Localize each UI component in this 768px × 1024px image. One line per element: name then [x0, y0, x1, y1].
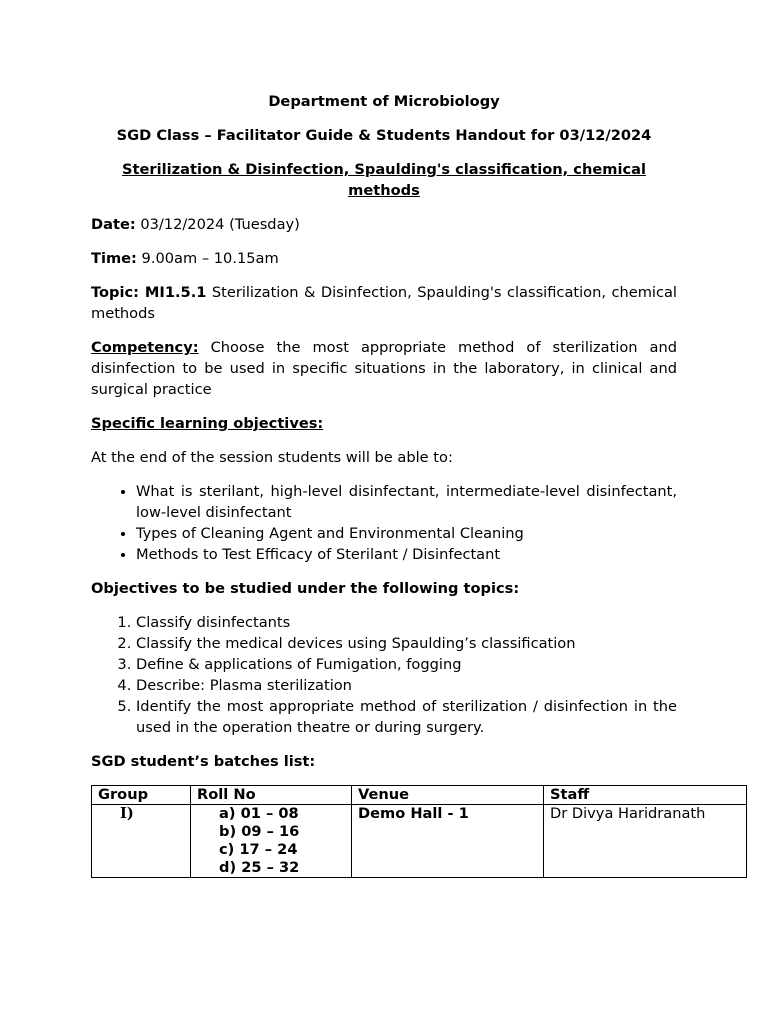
competency-value: Choose the most appropriate method of sterilization and disinfection to be used in specific situations in the laboratory, in clinical and surgical practice	[91, 339, 677, 398]
time-value: 9.00am – 10.15am	[136, 250, 279, 267]
list-item: 1. Classify disinfectants	[136, 612, 677, 633]
objectives-heading	[91, 413, 677, 434]
topic-line	[91, 282, 677, 324]
batches-table	[91, 785, 747, 878]
batches-heading	[91, 751, 677, 772]
staff-cell: Dr Divya Haridranath	[544, 805, 747, 878]
roll-range: a) 01 – 08	[219, 805, 299, 822]
list-item: • Methods to Test Efficacy of Sterilant / Disinfectant	[136, 544, 677, 565]
column-header-roll: Roll No	[191, 786, 352, 805]
class-title: SGD Class – Facilitator Guide & Students Handout for 03/12/2024	[116, 127, 652, 144]
time-line	[91, 248, 677, 269]
roll-range: b) 09 – 16	[219, 823, 300, 840]
topic-title: Sterilization & Disinfection, Spaulding's classification, chemical methods	[122, 161, 646, 199]
table-row	[92, 805, 747, 878]
list-item: • Types of Cleaning Agent and Environmental Cleaning	[136, 523, 677, 544]
topics-heading-text: Objectives to be studied under the following topics:	[91, 580, 520, 597]
list-item: 3. Define & applications of Fumigation, fogging	[136, 654, 677, 675]
group-cell: I)	[92, 805, 191, 878]
topic-label: Topic: MI1.5.1	[91, 284, 207, 301]
column-header-venue: Venue	[352, 786, 544, 805]
column-header-group: Group	[92, 786, 191, 805]
table-header-row	[92, 786, 747, 805]
topics-list	[91, 612, 677, 738]
objectives-list	[91, 481, 677, 565]
column-header-staff: Staff	[544, 786, 747, 805]
competency-line	[91, 337, 677, 400]
objectives-heading-text: Specific learning objectives:	[91, 415, 324, 432]
list-item: 5. Identify the most appropriate method of sterilization / disinfection in the used in the operation theatre or during surgery.	[136, 696, 677, 738]
roll-range: d) 25 – 32	[219, 859, 300, 876]
date-line	[91, 214, 677, 235]
venue-cell: Demo Hall - 1	[352, 805, 544, 878]
topics-heading	[91, 578, 677, 599]
topic-value: Sterilization & Disinfection, Spaulding's classification, chemical methods	[91, 284, 677, 322]
list-item: 2. Classify the medical devices using Spaulding’s classification	[136, 633, 677, 654]
date-value: 03/12/2024 (Tuesday)	[135, 216, 300, 233]
batches-heading-text: SGD student’s batches list:	[91, 753, 316, 770]
roll-cell	[191, 805, 352, 878]
list-item: 4. Describe: Plasma sterilization	[136, 675, 677, 696]
roll-range: c) 17 – 24	[219, 841, 298, 858]
date-label: Date:	[91, 216, 136, 233]
competency-label: Competency:	[91, 339, 199, 356]
list-item: • What is sterilant, high-level disinfectant, intermediate-level disinfectant, low-level disinfectant	[136, 481, 677, 523]
time-label: Time:	[91, 250, 137, 267]
objectives-intro: At the end of the session students will be able to:	[91, 449, 453, 466]
department-title: Department of Microbiology	[268, 93, 500, 110]
